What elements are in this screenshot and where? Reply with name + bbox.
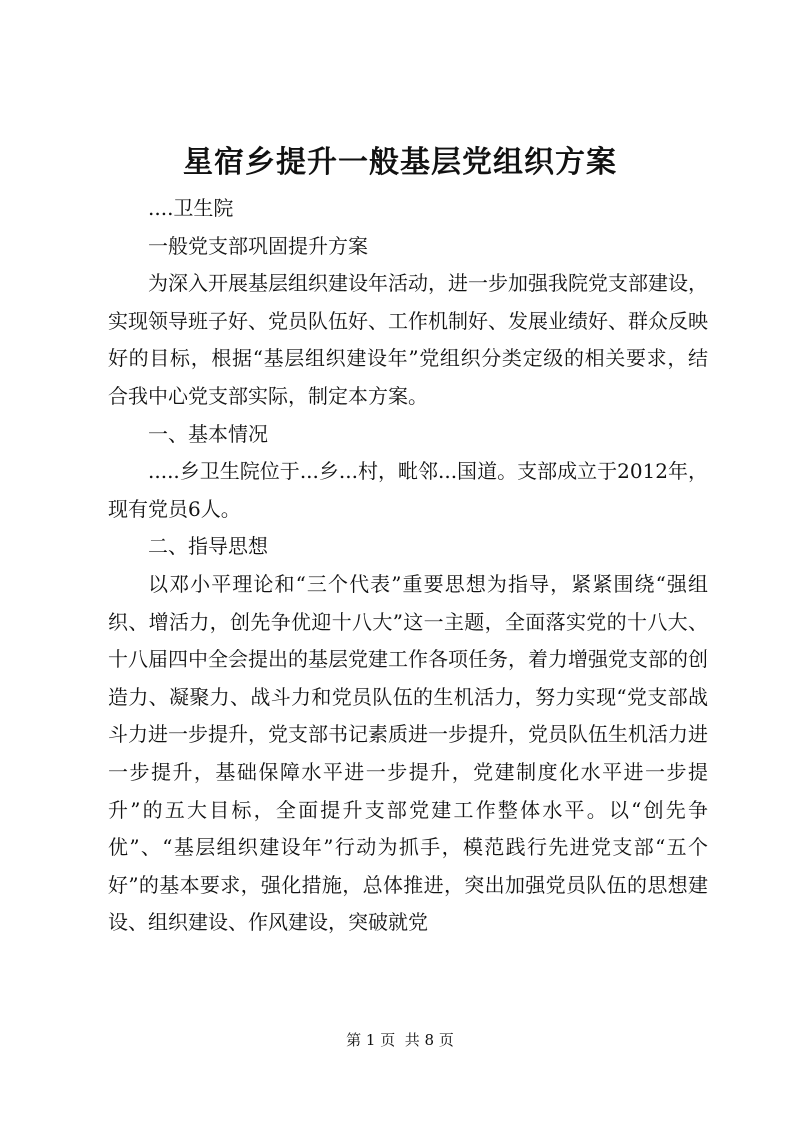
page-footer [0,1028,800,1052]
paragraph-org-name: ....卫生院 [148,196,234,220]
paragraph-guiding-thought: 以邓小平理论和“三个代表”重要思想为指导，紧紧围绕“强组织、增活力，创先争优迎十八大”这一主题，全面落实党的十八大、十八届四中全会提出的基层党建工作各项任务，着力增强党支部的创造力、凝聚力、战斗力和党员队伍的生机活力，努力实现“党支部战斗力进一步提升，党支部书记素质进一步提升，党员队伍生机活力进一步提升，基础保障水平进一步提升，党建制度化水平进一步提升”的五大目标，全面提升支部党建工作整体水平。以“创先争优”、“基层组织建设年”行动为抓手，模范践行先进党支部“五个好”的基本要求，强化措施，总体推进，突出加强党员队伍的思想建设、组织建设、作风建设，突破就党 [108,571,708,935]
paragraph-subtitle: 一般党支部巩固提升方案 [148,233,368,258]
page-title: 星宿乡提升一般基层党组织方案 [183,145,617,180]
paragraph-basic-info: .....乡卫生院位于...乡...村，毗邻...国道。支部成立于2012年，现有党员6人。 [108,459,708,521]
section-heading-guiding-thought: 二、指导思想 [148,534,268,559]
document-body [108,190,708,942]
paragraph-intro: 为深入开展基层组织建设年活动，进一步加强我院党支部建设，实现领导班子好、党员队伍好、工作机制好、发展业绩好、群众反映好的目标，根据“基层组织建设年”党组织分类定级的相关要求，结合我中心党支部实际，制定本方案。 [108,271,708,408]
page-number: 第 1 页 共 8 页 [346,1031,454,1049]
section-heading-basic-info: 一、基本情况 [148,421,268,446]
